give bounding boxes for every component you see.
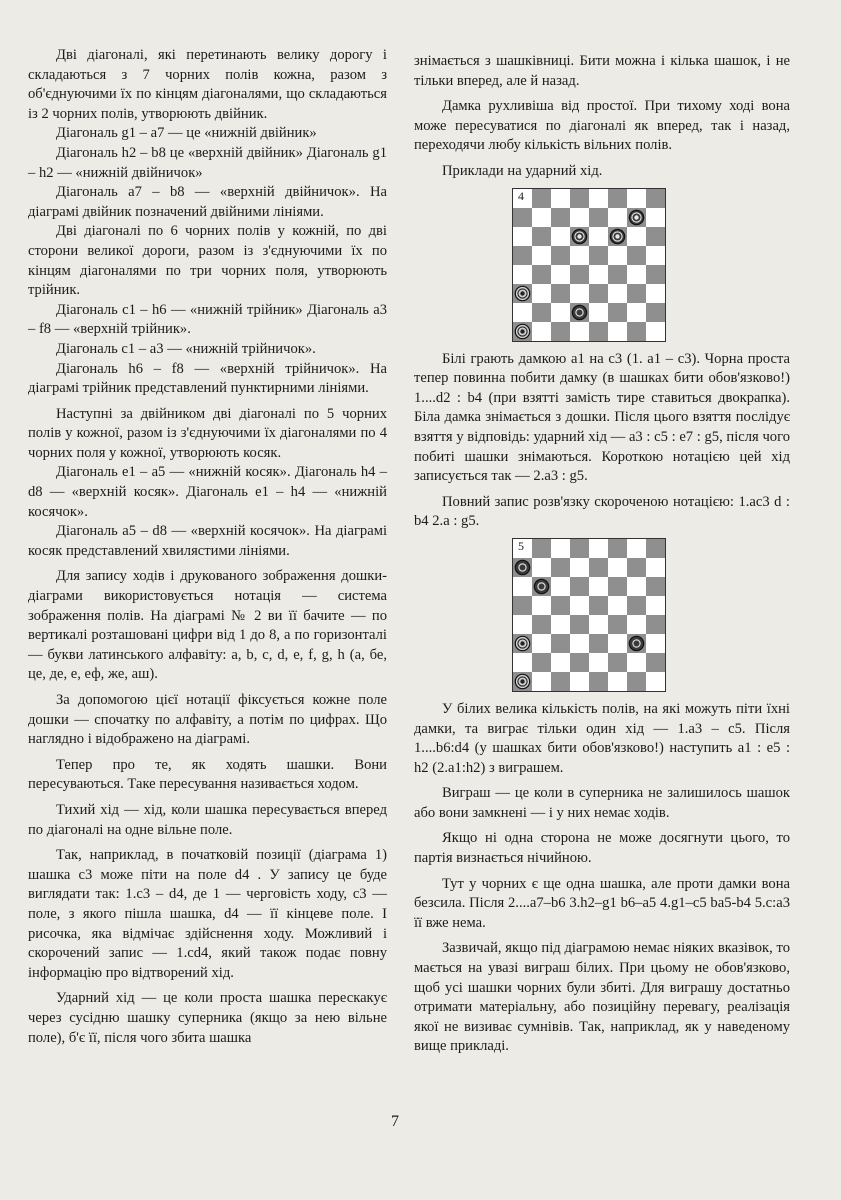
- light-square: [608, 284, 627, 303]
- dark-square: [532, 265, 551, 284]
- dark-square: [589, 596, 608, 615]
- dark-square: [551, 558, 570, 577]
- light-square: [532, 322, 551, 341]
- light-square: [570, 634, 589, 653]
- light-square: [627, 539, 646, 558]
- black-man-piece: [534, 579, 548, 593]
- paragraph: Якщо ні одна сторона не може досягнути цього, то партія визнається нічийною.: [414, 830, 790, 867]
- dark-square: [513, 246, 532, 265]
- dark-square: [513, 208, 532, 227]
- paragraph: Діагональ a7 – b8 — «верхній двійничок». На діаграмі двійник позначений двійними лініями.: [28, 184, 387, 220]
- paragraph: Діагональ h6 – f8 — «верхній трійничок». На діаграмі трійник представлений пунктирними лініями.: [28, 360, 387, 397]
- light-square: [570, 558, 589, 577]
- paragraph: Повний запис розв'язку скороченою нотацією: 1.ac3 d : b4 2.a : g5.: [414, 493, 790, 530]
- dark-square: [513, 596, 532, 615]
- dark-square: [532, 539, 551, 558]
- dark-square: [551, 284, 570, 303]
- dark-square: [532, 615, 551, 634]
- checkers-diagram-4: [512, 188, 666, 342]
- light-square: [570, 672, 589, 691]
- paragraph: Тепер про те, як ходять шашки. Вони пересуваються. Таке пересування називається ходом.: [28, 756, 387, 793]
- dark-square: [646, 227, 665, 246]
- light-square: [551, 227, 570, 246]
- dark-square: [646, 189, 665, 208]
- checkers-diagram-5: [512, 538, 666, 692]
- diagram-number: 5: [518, 538, 524, 553]
- dark-square: [532, 227, 551, 246]
- paragraph: знімається з шашківниці. Бити можна і кілька шашок, і не тільки вперед, але й назад.: [414, 53, 790, 89]
- dark-square: [589, 558, 608, 577]
- light-square: [627, 303, 646, 322]
- dark-square: [608, 189, 627, 208]
- light-square: [570, 322, 589, 341]
- dark-square: [551, 246, 570, 265]
- light-square: [589, 227, 608, 246]
- light-square: [608, 672, 627, 691]
- light-square: [646, 672, 665, 691]
- dark-square: [646, 539, 665, 558]
- dark-square: [608, 653, 627, 672]
- dark-square: [646, 577, 665, 596]
- dark-square: [570, 577, 589, 596]
- light-square: [570, 246, 589, 265]
- dark-square: [589, 634, 608, 653]
- paragraph: Діагональ e1 – a5 — «нижній косяк». Діагональ h4 – d8 — «верхній косяк». Діагональ e1 – h4 — «нижній косячок».: [28, 464, 387, 520]
- light-square: [513, 615, 532, 634]
- white-king-piece: [515, 674, 529, 688]
- light-square: [627, 265, 646, 284]
- light-square: [608, 208, 627, 227]
- dark-square: [589, 284, 608, 303]
- light-square: [646, 284, 665, 303]
- dark-square: [627, 246, 646, 265]
- light-square: [589, 303, 608, 322]
- light-square: [513, 653, 532, 672]
- light-square: [627, 615, 646, 634]
- dark-square: [608, 303, 627, 322]
- light-square: [513, 577, 532, 596]
- dark-square: [532, 303, 551, 322]
- black-man-piece: [572, 305, 586, 319]
- light-square: [646, 558, 665, 577]
- light-square: [646, 208, 665, 227]
- light-square: [551, 615, 570, 634]
- dark-square: [570, 653, 589, 672]
- light-square: [589, 189, 608, 208]
- white-king-piece: [515, 324, 529, 338]
- light-square: [608, 634, 627, 653]
- light-square: [646, 246, 665, 265]
- paragraph: Діагональ h2 – b8 це «верхній двійник» Діагональ g1 – h2 — «нижній двійничок»: [28, 144, 387, 181]
- dark-square: [627, 284, 646, 303]
- light-square: [532, 284, 551, 303]
- light-square: [532, 558, 551, 577]
- light-square: [532, 672, 551, 691]
- paragraph: За допомогою цієї нотації фіксується кожне поле дошки — спочатку по алфавіту, а потім по цифрах. Що наглядно і відображено на діаграмі.: [28, 692, 387, 748]
- paragraph: Наступні за двійником дві діагоналі по 5 чорних полів у кожної, разом із з'єднуючими їх діагоналями по 4 чорних поля у кожної, утворюють косяк.: [28, 405, 387, 461]
- diagram-number: 4: [518, 188, 524, 203]
- paragraph: Дамка рухливіша від простої. При тихому ході вона може пересуватися по діагоналі як вперед, так і назад, переходячи любу кількість вільних полів.: [414, 98, 790, 154]
- light-square: [513, 227, 532, 246]
- dark-square: [570, 539, 589, 558]
- black-king-piece: [572, 229, 586, 243]
- light-square: [551, 577, 570, 596]
- dark-square: [551, 322, 570, 341]
- dark-square: [551, 208, 570, 227]
- light-square: [551, 653, 570, 672]
- paragraph: Так, наприклад, в початковій позиції (діаграма 1) шашка c3 може піти на поле d4 . У запису це буде виглядати так: 1.c3 – d4, де 1 — черговість ходу, c3 — поле, з якого пішла шашка, d4 — її кінцеве поле. І рисочка, яка відмічає здійснення ходу. Можливий і скорочений запис — 1.cd4, який також подає повну інформацію про відтворений хід.: [28, 847, 387, 981]
- dark-square: [570, 615, 589, 634]
- light-square: [589, 615, 608, 634]
- dark-square: [627, 322, 646, 341]
- light-square: [589, 577, 608, 596]
- light-square: [627, 189, 646, 208]
- light-square: [513, 265, 532, 284]
- dark-square: [646, 615, 665, 634]
- light-square: [608, 558, 627, 577]
- light-square: [608, 596, 627, 615]
- light-square: [589, 539, 608, 558]
- light-square: [589, 265, 608, 284]
- light-square: [570, 596, 589, 615]
- black-king-piece: [610, 229, 624, 243]
- light-square: [608, 322, 627, 341]
- light-square: [646, 322, 665, 341]
- black-man-piece: [515, 560, 529, 574]
- paragraph: Ударний хід — це коли проста шашка перескакує через сусідню шашку суперника (якщо за нею вільне поле), б'є її, після чого збита шашка: [28, 990, 387, 1046]
- dark-square: [551, 672, 570, 691]
- light-square: [589, 653, 608, 672]
- light-square: [627, 653, 646, 672]
- diagram-board: [513, 189, 665, 341]
- dark-square: [646, 265, 665, 284]
- white-king-piece: [515, 286, 529, 300]
- light-square: [551, 539, 570, 558]
- light-square: [532, 208, 551, 227]
- paragraph: Зазвичай, якщо під діаграмою немає ніяких вказівок, то мається на увазі виграш білих. При цьому не обов'язково, щоб усі шашки чорних були збиті. Для виграшу достатньо отримати матеріальну, або позиційну перевагу, реалізація якої не визиває сумнівів. Так, наприклад, як у наведеному вище прикладі.: [414, 940, 790, 1055]
- dark-square: [589, 672, 608, 691]
- light-square: [532, 596, 551, 615]
- dark-square: [627, 558, 646, 577]
- light-square: [627, 227, 646, 246]
- paragraph: Діагональ a5 – d8 — «верхній косячок». На діаграмі косяк представлений хвилястими лініями.: [28, 523, 387, 559]
- dark-square: [608, 577, 627, 596]
- page-number: 7: [391, 1113, 399, 1130]
- right-column: [414, 52, 790, 1057]
- dark-square: [627, 596, 646, 615]
- paragraph: Діагональ c1 – h6 — «нижній трійник» Діагональ a3 – f8 — «верхній трійник».: [28, 301, 387, 338]
- light-square: [646, 634, 665, 653]
- black-king-piece: [629, 210, 643, 224]
- paragraph: Діагональ c1 – a3 — «нижній трійничок».: [56, 340, 316, 357]
- white-king-piece: [515, 636, 529, 650]
- diagram-board: [513, 539, 665, 691]
- dark-square: [570, 265, 589, 284]
- light-square: [646, 596, 665, 615]
- paragraph: Діагональ g1 – a7 — це «нижній двійник»: [56, 125, 317, 142]
- light-square: [532, 246, 551, 265]
- light-square: [608, 246, 627, 265]
- dark-square: [551, 596, 570, 615]
- light-square: [532, 634, 551, 653]
- paragraph: Дві діагоналі по 6 чорних полів у кожній, по дві сторони великої дороги, разом із з'єднуючими їх по кінцям діагоналями по три чорних поля, утворюють трійник.: [28, 223, 387, 299]
- black-man-piece: [629, 636, 643, 650]
- dark-square: [608, 265, 627, 284]
- paragraph: Приклади на ударний хід.: [442, 162, 603, 179]
- dark-square: [646, 653, 665, 672]
- light-square: [551, 303, 570, 322]
- paragraph: Дві діагоналі, які перетинають велику дорогу і складаються з 7 чорних полів кожна, разом з об'єднуючими їх по кінцям діагоналями, що складаються із 2 чорних полів, утворюють двійник.: [28, 47, 387, 122]
- dark-square: [570, 189, 589, 208]
- light-square: [570, 208, 589, 227]
- paragraph: Тихий хід — хід, коли шашка пересувається вперед по діагоналі на одне вільне поле.: [28, 801, 387, 838]
- dark-square: [608, 539, 627, 558]
- dark-square: [589, 208, 608, 227]
- light-square: [570, 284, 589, 303]
- dark-square: [532, 189, 551, 208]
- dark-square: [551, 634, 570, 653]
- paragraph: Для запису ходів і друкованого зображення дошки-діаграми використовується нотація — система зображення полів. На діаграмі № 2 ви її бачите — по вертикалі розташовані цифри від 1 до 8, а по горизонталі — букви латинського алфавіту: a, b, c, d, e, f, g, h (а, бе, це, де, е, еф, же, аш).: [28, 568, 387, 683]
- light-square: [627, 577, 646, 596]
- dark-square: [532, 653, 551, 672]
- dark-square: [608, 615, 627, 634]
- paragraph: Білі грають дамкою a1 на c3 (1. a1 – c3). Чорна проста тепер повинна побити дамку (в шашках бити обов'язково!) 1....d2 : b4 (при взятті замість тире ставиться двокрапка). Біла дамка знімається з дошки. Після цього взяття послідує взяття у відповідь: ударний хід — a3 : c5 : e7 : g5, після чого побиті шашки знімаються. Короткою нотацією цей хід записується так — 2.a3 : g5.: [414, 350, 790, 485]
- paragraph: Тут у чорних є ще одна шашка, але проти дамки вона безсила. Після 2....a7–b6 3.h2–g1 b6–a5 4.g1–c5 ba5-b4 5.c:a3 її вже нема.: [414, 875, 790, 931]
- dark-square: [646, 303, 665, 322]
- paragraph: Виграш — це коли в суперника не залишилось шашок або вони замкнені — і у них немає ходів.: [414, 785, 790, 821]
- light-square: [551, 189, 570, 208]
- left-column: [28, 46, 387, 1048]
- dark-square: [589, 246, 608, 265]
- dark-square: [627, 672, 646, 691]
- paragraph: У білих велика кількість полів, на які можуть піти їхні дамки, та виграє тільки один хід — 1.a3 – c5. Після 1....b6:d4 (у шашках бити обов'язково!) наступить a1 : e5 : h2 (2.a1:h2) з виграшем.: [414, 700, 790, 776]
- light-square: [551, 265, 570, 284]
- dark-square: [589, 322, 608, 341]
- light-square: [513, 303, 532, 322]
